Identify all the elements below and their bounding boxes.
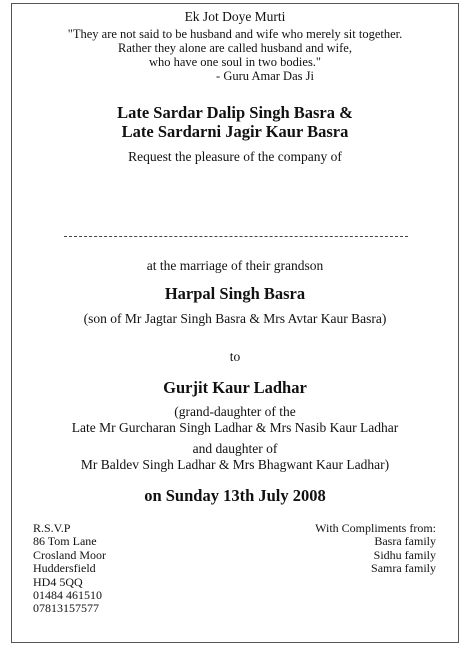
rsvp-phone-1: 01484 461510 <box>33 588 102 603</box>
bride-name: Gurjit Kaur Ladhar <box>163 378 307 397</box>
bride-line-4: Mr Baldev Singh Ladhar & Mrs Bhagwant Kaur Ladhar) <box>80 457 390 472</box>
quote-line-3: who have one soul in two bodies." <box>148 55 322 69</box>
header-title: Ek Jot Doye Murti <box>184 9 286 24</box>
to-text: to <box>229 349 241 364</box>
rsvp-address-3: Huddersfield <box>33 561 96 576</box>
groom-name: Harpal Singh Basra <box>164 284 306 303</box>
groom-parents: (son of Mr Jagtar Singh Basra & Mrs Avtar Kaur Basra) <box>83 311 387 326</box>
quote-attribution: - Guru Amar Das Ji <box>216 69 314 83</box>
bride-line-2: Late Mr Gurcharan Singh Ladhar & Mrs Nasib Kaur Ladhar <box>71 420 399 435</box>
rsvp-block <box>33 522 106 616</box>
bride-line-1: (grand-daughter of the <box>174 404 296 419</box>
request-text: Request the pleasure of the company of <box>128 149 342 164</box>
quote-line-1: "They are not said to be husband and wife who merely sit together. <box>67 27 403 41</box>
quote-line-2: Rather they alone are called husband and wife, <box>118 41 352 55</box>
compliments-family-2: Sidhu family <box>373 547 436 562</box>
rsvp-postcode: HD4 5QQ <box>33 574 83 589</box>
guest-name-dotted-line <box>64 236 408 237</box>
rsvp-address-1: 86 Tom Lane <box>33 534 97 549</box>
compliments-block <box>315 522 436 576</box>
rsvp-address-2: Crosland Moor <box>33 547 106 562</box>
bride-line-3: and daughter of <box>192 441 278 456</box>
compliments-title: With Compliments from: <box>315 521 436 535</box>
rsvp-phone-2: 07813157577 <box>33 601 99 616</box>
host-line-2: Late Sardarni Jagir Kaur Basra <box>121 122 349 141</box>
marriage-intro: at the marriage of their grandson <box>146 258 324 273</box>
rsvp-title: R.S.V.P <box>33 521 71 535</box>
compliments-family-1: Basra family <box>374 534 436 549</box>
event-date: on Sunday 13th July 2008 <box>144 486 326 505</box>
host-line-1: Late Sardar Dalip Singh Basra & <box>117 103 353 122</box>
compliments-family-3: Samra family <box>371 561 436 576</box>
invitation-card <box>11 3 459 643</box>
